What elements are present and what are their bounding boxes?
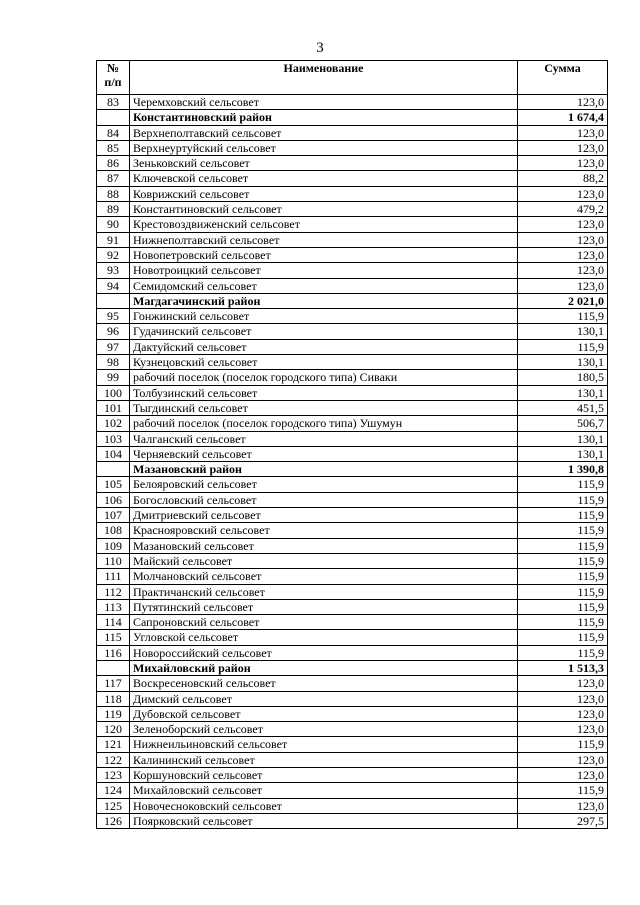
row-number: 120	[97, 722, 130, 737]
settlement-name: Поярковский сельсовет	[130, 813, 518, 828]
district-row	[97, 110, 608, 125]
table-row	[97, 553, 608, 568]
row-sum: 130,1	[518, 431, 608, 446]
row-sum: 130,1	[518, 446, 608, 461]
settlement-name: Майский сельсовет	[130, 553, 518, 568]
settlement-name: Угловской сельсовет	[130, 630, 518, 645]
table-row	[97, 691, 608, 706]
settlement-name: Зеньковский сельсовет	[130, 156, 518, 171]
row-number: 84	[97, 125, 130, 140]
row-number: 104	[97, 446, 130, 461]
row-number: 107	[97, 508, 130, 523]
settlement-name: Тыгдинский сельсовет	[130, 400, 518, 415]
settlement-name: Практичанский сельсовет	[130, 584, 518, 599]
settlement-name: Дактуйский сельсовет	[130, 339, 518, 354]
table-row	[97, 584, 608, 599]
settlement-name: рабочий поселок (поселок городского типа) Сиваки	[130, 370, 518, 385]
row-sum: 123,0	[518, 232, 608, 247]
table-row	[97, 125, 608, 140]
row-number: 90	[97, 217, 130, 232]
row-sum: 115,9	[518, 783, 608, 798]
row-sum: 115,9	[518, 309, 608, 324]
row-number: 88	[97, 186, 130, 201]
settlement-name: Михайловский сельсовет	[130, 783, 518, 798]
table-row	[97, 232, 608, 247]
row-sum: 115,9	[518, 645, 608, 660]
district-name: Магдагачинский район	[130, 293, 518, 308]
row-number: 98	[97, 355, 130, 370]
table-row	[97, 615, 608, 630]
row-number: 83	[97, 95, 130, 110]
district-row	[97, 462, 608, 477]
district-name: Константиновский район	[130, 110, 518, 125]
header-name: Наименование	[130, 61, 518, 95]
row-number: 100	[97, 385, 130, 400]
row-number: 101	[97, 400, 130, 415]
settlement-name: Новороссийский сельсовет	[130, 645, 518, 660]
row-number: 118	[97, 691, 130, 706]
settlement-name: Чалганский сельсовет	[130, 431, 518, 446]
table-row	[97, 645, 608, 660]
district-row	[97, 660, 608, 675]
district-sum: 2 021,0	[518, 293, 608, 308]
row-number: 121	[97, 737, 130, 752]
table-row	[97, 156, 608, 171]
row-number: 93	[97, 263, 130, 278]
row-sum: 115,9	[518, 492, 608, 507]
row-number: 108	[97, 523, 130, 538]
table-header-row	[97, 61, 608, 95]
row-sum: 506,7	[518, 416, 608, 431]
row-sum: 115,9	[518, 599, 608, 614]
row-sum: 123,0	[518, 140, 608, 155]
row-sum: 123,0	[518, 722, 608, 737]
table-row	[97, 140, 608, 155]
row-number: 126	[97, 813, 130, 828]
row-number: 96	[97, 324, 130, 339]
row-sum: 115,9	[518, 538, 608, 553]
row-sum: 115,9	[518, 737, 608, 752]
district-sum: 1 674,4	[518, 110, 608, 125]
row-number: 103	[97, 431, 130, 446]
settlement-name: Нижнеильиновский сельсовет	[130, 737, 518, 752]
table-row	[97, 217, 608, 232]
table-row	[97, 798, 608, 813]
row-sum: 123,0	[518, 798, 608, 813]
settlement-name: Дмитриевский сельсовет	[130, 508, 518, 523]
row-sum: 130,1	[518, 385, 608, 400]
settlement-name: Черемховский сельсовет	[130, 95, 518, 110]
table-row	[97, 508, 608, 523]
row-number: 113	[97, 599, 130, 614]
row-sum: 180,5	[518, 370, 608, 385]
row-sum: 123,0	[518, 263, 608, 278]
district-sum: 1 390,8	[518, 462, 608, 477]
settlement-name: Верхнеуртуйский сельсовет	[130, 140, 518, 155]
district-name: Мазановский район	[130, 462, 518, 477]
row-sum: 123,0	[518, 752, 608, 767]
settlement-name: Молчановский сельсовет	[130, 569, 518, 584]
settlement-name: Нижнеполтавский сельсовет	[130, 232, 518, 247]
row-number: 123	[97, 768, 130, 783]
row-sum: 115,9	[518, 569, 608, 584]
table-row	[97, 630, 608, 645]
district-row	[97, 293, 608, 308]
table-body	[97, 95, 608, 829]
table-row	[97, 309, 608, 324]
row-number: 105	[97, 477, 130, 492]
settlement-name: Новочесноковский сельсовет	[130, 798, 518, 813]
table-row	[97, 813, 608, 828]
table-row	[97, 783, 608, 798]
row-sum: 123,0	[518, 217, 608, 232]
settlement-name: Верхнеполтавский сельсовет	[130, 125, 518, 140]
row-number	[97, 110, 130, 125]
row-sum: 115,9	[518, 339, 608, 354]
row-number: 111	[97, 569, 130, 584]
settlement-name: Новопетровский сельсовет	[130, 247, 518, 262]
row-sum: 115,9	[518, 553, 608, 568]
row-sum: 297,5	[518, 813, 608, 828]
row-number: 110	[97, 553, 130, 568]
table-row	[97, 706, 608, 721]
table-row	[97, 477, 608, 492]
table-row	[97, 538, 608, 553]
table-row	[97, 599, 608, 614]
settlement-name: Воскресеновский сельсовет	[130, 676, 518, 691]
settlement-name: Кузнецовский сельсовет	[130, 355, 518, 370]
table-row	[97, 263, 608, 278]
settlement-name: Черняевский сельсовет	[130, 446, 518, 461]
table-row	[97, 370, 608, 385]
table-row	[97, 95, 608, 110]
row-sum: 123,0	[518, 247, 608, 262]
row-sum: 115,9	[518, 477, 608, 492]
row-sum: 123,0	[518, 186, 608, 201]
table-row	[97, 752, 608, 767]
district-name: Михайловский район	[130, 660, 518, 675]
row-number: 97	[97, 339, 130, 354]
settlement-name: Путятинский сельсовет	[130, 599, 518, 614]
table-row	[97, 492, 608, 507]
row-sum: 88,2	[518, 171, 608, 186]
row-sum: 123,0	[518, 95, 608, 110]
row-number: 89	[97, 202, 130, 217]
row-sum: 123,0	[518, 691, 608, 706]
row-number: 116	[97, 645, 130, 660]
row-number: 94	[97, 278, 130, 293]
row-number: 114	[97, 615, 130, 630]
table-row	[97, 768, 608, 783]
table-row	[97, 416, 608, 431]
row-number: 92	[97, 247, 130, 262]
row-number	[97, 462, 130, 477]
table-row	[97, 339, 608, 354]
settlement-name: Краснояровский сельсовет	[130, 523, 518, 538]
row-sum: 115,9	[518, 630, 608, 645]
row-sum: 123,0	[518, 278, 608, 293]
district-sum: 1 513,3	[518, 660, 608, 675]
row-sum: 123,0	[518, 156, 608, 171]
settlement-name: Димский сельсовет	[130, 691, 518, 706]
settlement-name: Мазановский сельсовет	[130, 538, 518, 553]
row-sum: 115,9	[518, 508, 608, 523]
settlement-name: Коршуновский сельсовет	[130, 768, 518, 783]
settlement-name: Новотроицкий сельсовет	[130, 263, 518, 278]
row-sum: 123,0	[518, 768, 608, 783]
row-number: 124	[97, 783, 130, 798]
row-number: 87	[97, 171, 130, 186]
table-row	[97, 385, 608, 400]
row-number: 85	[97, 140, 130, 155]
settlement-name: Коврижский сельсовет	[130, 186, 518, 201]
table-row	[97, 278, 608, 293]
table-row	[97, 355, 608, 370]
settlement-name: Семидомский сельсовет	[130, 278, 518, 293]
settlement-name: Крестовоздвиженский сельсовет	[130, 217, 518, 232]
row-sum: 130,1	[518, 355, 608, 370]
table-row	[97, 324, 608, 339]
page-number: 3	[316, 40, 324, 56]
row-number: 99	[97, 370, 130, 385]
row-number	[97, 660, 130, 675]
row-number: 102	[97, 416, 130, 431]
table-row	[97, 186, 608, 201]
settlement-name: Толбузинский сельсовет	[130, 385, 518, 400]
settlement-name: Гудачинский сельсовет	[130, 324, 518, 339]
table-row	[97, 523, 608, 538]
row-number: 109	[97, 538, 130, 553]
settlement-name: Богословский сельсовет	[130, 492, 518, 507]
table-row	[97, 569, 608, 584]
table-row	[97, 722, 608, 737]
row-sum: 479,2	[518, 202, 608, 217]
settlement-name: Ключевской сельсовет	[130, 171, 518, 186]
row-number: 115	[97, 630, 130, 645]
row-number: 125	[97, 798, 130, 813]
table-row	[97, 171, 608, 186]
header-sum: Сумма	[518, 61, 608, 95]
table-row	[97, 446, 608, 461]
settlement-name: Дубовской сельсовет	[130, 706, 518, 721]
row-number: 119	[97, 706, 130, 721]
row-sum: 115,9	[518, 615, 608, 630]
row-sum: 115,9	[518, 523, 608, 538]
settlement-name: Константиновский сельсовет	[130, 202, 518, 217]
settlement-name: Зеленоборский сельсовет	[130, 722, 518, 737]
table-row	[97, 431, 608, 446]
row-sum: 130,1	[518, 324, 608, 339]
header-number: № п/п	[97, 61, 130, 95]
settlement-name: Сапроновский сельсовет	[130, 615, 518, 630]
settlement-name: рабочий поселок (поселок городского типа) Ушумун	[130, 416, 518, 431]
row-sum: 123,0	[518, 706, 608, 721]
row-sum: 123,0	[518, 676, 608, 691]
table-row	[97, 676, 608, 691]
table-row	[97, 400, 608, 415]
row-number: 95	[97, 309, 130, 324]
settlement-name: Гонжинский сельсовет	[130, 309, 518, 324]
row-number: 122	[97, 752, 130, 767]
budget-table	[96, 60, 608, 829]
row-number: 86	[97, 156, 130, 171]
row-sum: 123,0	[518, 125, 608, 140]
settlement-name: Белояровский сельсовет	[130, 477, 518, 492]
table-row	[97, 737, 608, 752]
row-number: 112	[97, 584, 130, 599]
row-number: 117	[97, 676, 130, 691]
row-sum: 451,5	[518, 400, 608, 415]
settlement-name: Калининский сельсовет	[130, 752, 518, 767]
row-number: 91	[97, 232, 130, 247]
row-sum: 115,9	[518, 584, 608, 599]
row-number: 106	[97, 492, 130, 507]
table-row	[97, 202, 608, 217]
table-row	[97, 247, 608, 262]
row-number	[97, 293, 130, 308]
